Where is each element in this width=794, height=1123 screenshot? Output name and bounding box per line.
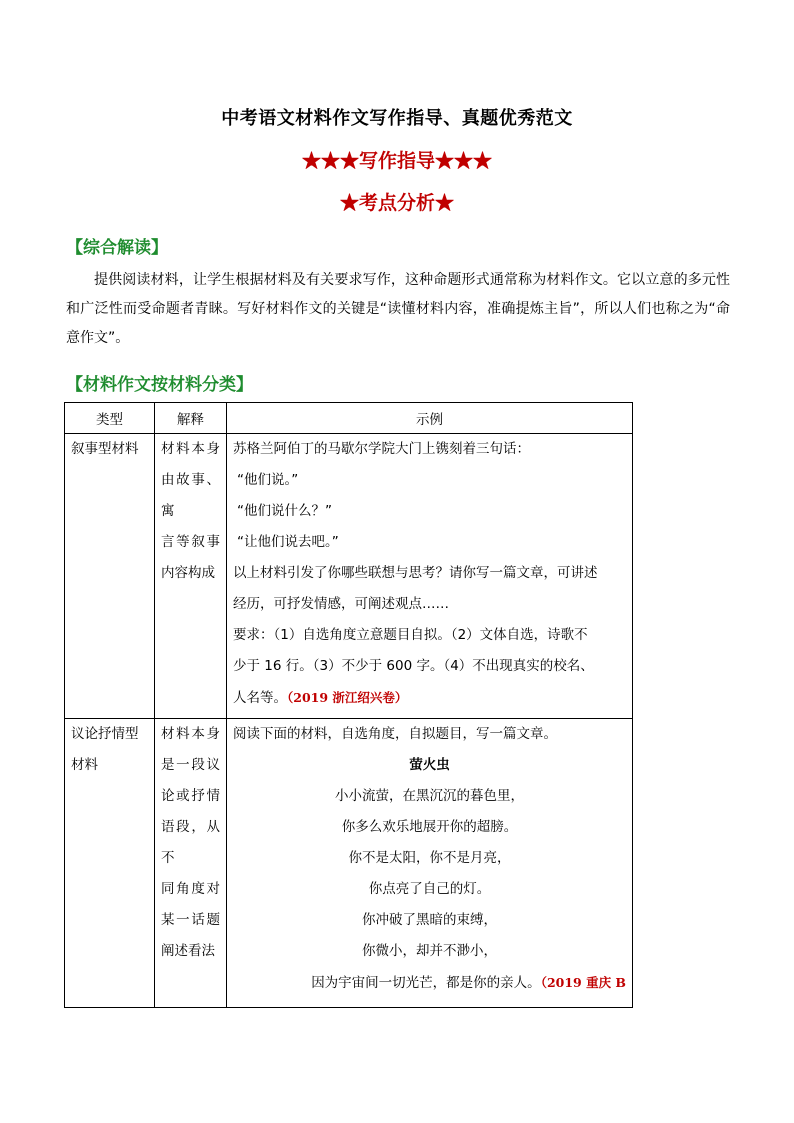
example-requirement-line: 人名等。: [233, 690, 287, 706]
explanation-line: 材料本身: [161, 726, 220, 742]
example-prompt-line: 以上材料引发了你哪些联想与思考？请你写一篇文章，可讲述: [233, 565, 598, 581]
table-row: [65, 719, 633, 1008]
explanation-line: 论或抒情: [161, 788, 220, 804]
poem-line: 你微小，却并不渺小，: [362, 943, 497, 959]
explanation-cell: [155, 434, 227, 719]
type-label: 叙事型材料: [71, 441, 139, 457]
intro-paragraph: 提供阅读材料，让学生根据材料及有关要求写作，这种命题形式通常称为材料作文。它以立意的多元性和广泛性而受命题者青睐。写好材料作文的关键是“读懂材料内容，准确提炼主旨”，所以人们也称之为“命意作文”。: [66, 272, 730, 346]
example-quote: “让他们说去吧。”: [237, 534, 339, 550]
heading-material-classification: 【材料作文按材料分类】: [66, 375, 253, 395]
type-label: 材料: [71, 757, 98, 773]
explanation-line: 由故事、寓: [161, 472, 220, 519]
poem-line: 你冲破了黑暗的束缚，: [362, 912, 497, 928]
column-header-example: 示例: [227, 403, 633, 434]
example-requirement-last: [233, 682, 626, 714]
explanation-line: 同角度对: [161, 881, 220, 897]
exam-source-label: （2019 浙江绍兴卷）: [287, 690, 408, 705]
explanation-line: 内容构成: [161, 565, 215, 581]
heading-comprehensive-reading: 【综合解读】: [66, 238, 168, 258]
explanation-line: 言等叙事: [161, 534, 220, 550]
example-quote: “他们说。”: [237, 472, 299, 488]
column-header-type: 类型: [65, 403, 155, 434]
explanation-line: 语段，从不: [161, 819, 220, 866]
type-label: 议论抒情型: [71, 726, 139, 742]
classification-table: [64, 402, 633, 1008]
example-requirement-line: 要求：（1）自选角度立意题目自拟。（2）文体自选，诗歌不: [233, 627, 588, 643]
example-intro: 阅读下面的材料，自选角度，自拟题目，写一篇文章。: [233, 726, 557, 742]
poem-line: 你不是太阳，你不是月亮，: [348, 850, 511, 866]
explanation-cell: [155, 719, 227, 1008]
example-quote: “他们说什么？”: [237, 503, 332, 519]
explanation-line: 阐述看法: [161, 943, 215, 959]
example-cell: [227, 719, 633, 1008]
poem-last-line: [233, 967, 626, 999]
exam-source-label: （2019 重庆 B: [540, 975, 626, 990]
example-requirement-line: 少于 16 行。（3）不少于 600 字。（4）不出现真实的校名、: [233, 658, 594, 674]
explanation-line: 某一话题: [161, 912, 220, 928]
example-prompt-line: 经历，可抒发情感，可阐述观点……: [233, 596, 449, 612]
section-banner-exam-analysis: ★考点分析★: [339, 192, 454, 214]
type-cell: [65, 719, 155, 1008]
table-header-row: [65, 403, 633, 434]
poem-line: 你多么欢乐地展开你的超膀。: [341, 819, 518, 835]
example-cell: [227, 434, 633, 719]
poem-line: 小小流萤，在黑沉沉的暮色里，: [335, 788, 524, 804]
poem-line: 你点亮了自己的灯。: [368, 881, 491, 897]
explanation-line: 是一段议: [161, 757, 220, 773]
type-cell: [65, 434, 155, 719]
explanation-line: 材料本身: [161, 441, 220, 457]
column-header-explanation: 解释: [155, 403, 227, 434]
section-banner-writing-guide: ★★★写作指导★★★: [301, 150, 492, 172]
poem-title: 萤火虫: [409, 757, 450, 773]
example-intro: 苏格兰阿伯丁的马歇尔学院大门上镌刻着三句话：: [233, 441, 530, 457]
poem-line: 因为宇宙间一切光芒，都是你的亲人。: [311, 975, 541, 991]
table-row: [65, 434, 633, 719]
page-title: 中考语文材料作文写作指导、真题优秀范文: [221, 108, 573, 129]
